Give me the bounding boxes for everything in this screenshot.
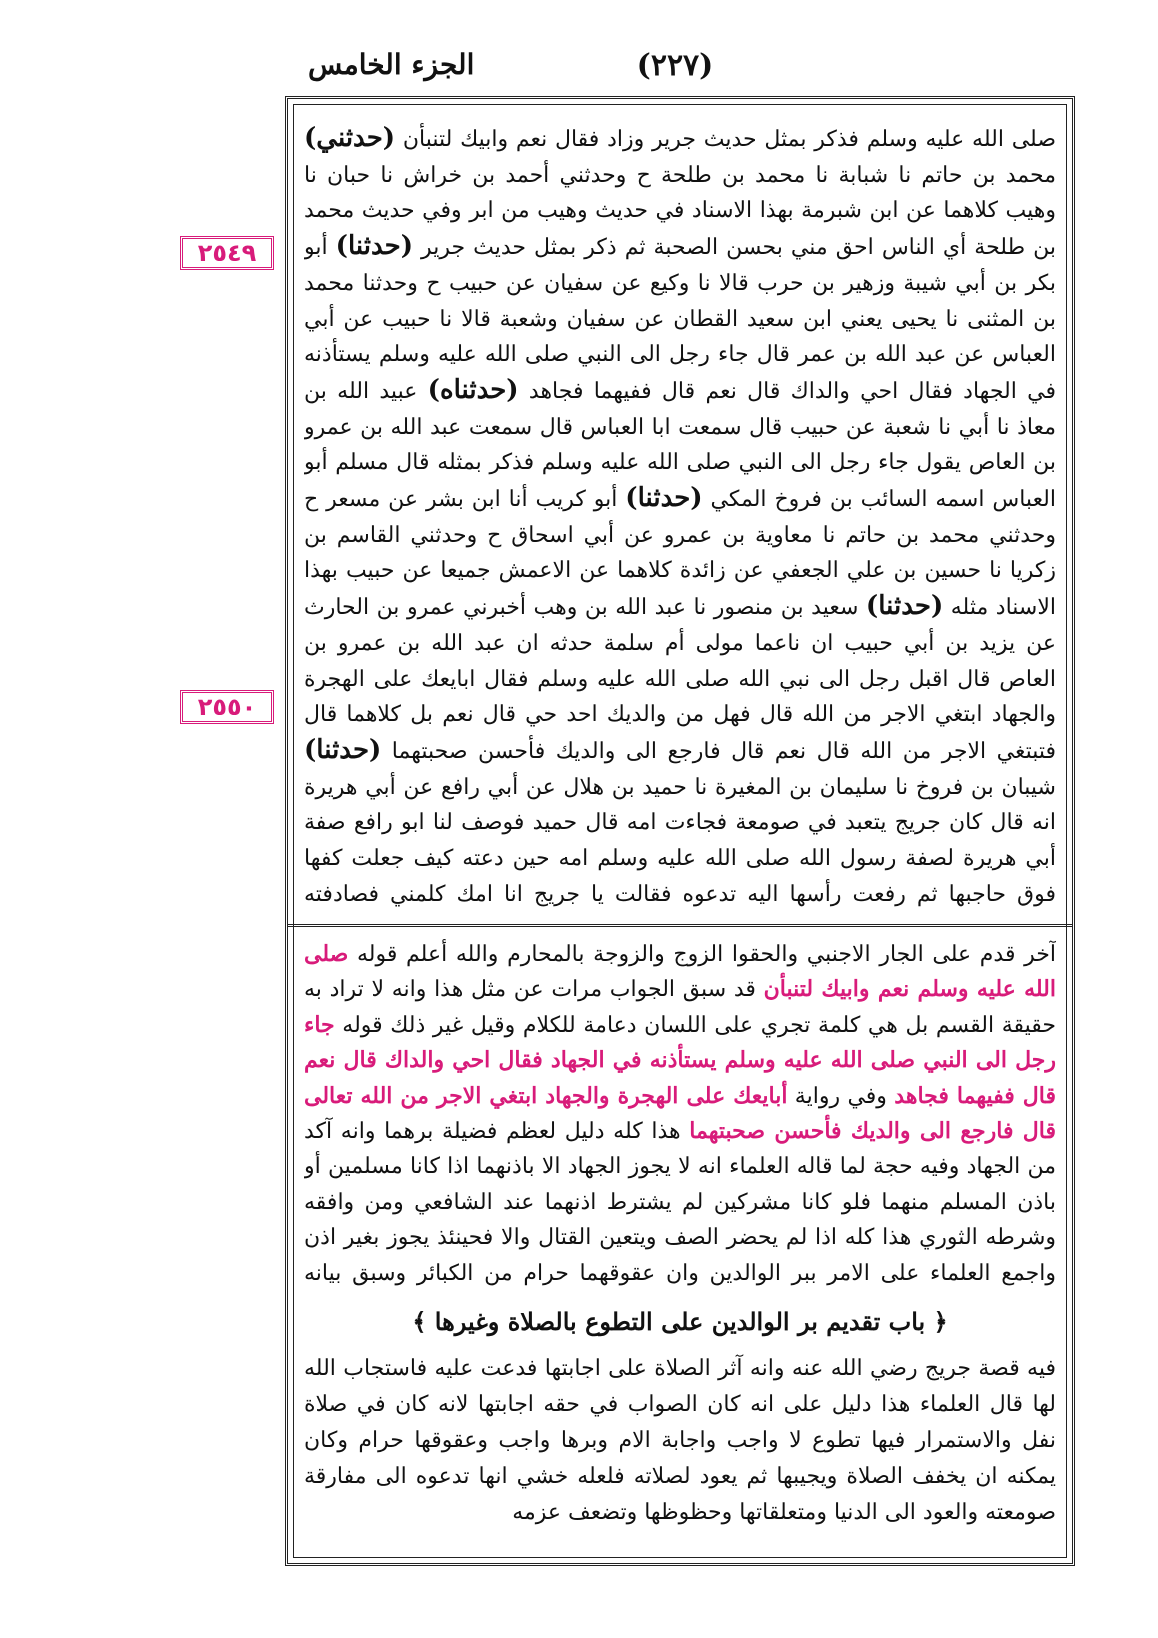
hadith-paragraph: [304, 121, 1056, 917]
chapter-title: ﴿ باب تقديم بر الوالدين على التطوع بالصلاة وغيرها ﴾: [412, 1307, 948, 1336]
narration-keyword: (حدثنا): [865, 591, 944, 622]
text-run: وفي رواية: [787, 1083, 895, 1109]
hadith-number-marker: ٢٥٤٩: [180, 236, 274, 270]
quoted-phrase: صلى الله عليه وسلم نعم وابيك لتنبأن: [304, 941, 1056, 1003]
text-run: أبو كريب أنا ابن بشر عن مسعر ح وحدثني محمد بن حاتم نا معاوية بن عمرو عن أبي اسحاق ح وحدثني القاسم بن زكريا نا حسين بن علي الجعفي عن زائدة كلاهما عن الاعمش جميعا عن حبيب بهذا الاسناد مثله: [304, 487, 1056, 621]
hadith-text: [304, 121, 1056, 917]
commentary-text-2: [304, 1351, 1056, 1556]
text-run: محمد بن حاتم نا شبابة نا محمد بن طلحة ح وحدثني أحمد بن خراش نا حبان نا وهيب كلاهما عن ابن شبرمة بهذا الاسناد في حديث وهيب من ابر وفي حديث محمد بن طلحة أي الناس احق مني بحسن الصحبة ثم ذكر بمثل حديث جرير: [304, 162, 1056, 261]
text-run: آخر قدم على الجار الاجنبي والحقوا الزوج والزوجة بالمحارم والله أعلم قوله: [348, 942, 1056, 967]
page-number: (٢٢٧): [636, 48, 714, 83]
text-run: شيبان بن فروخ نا سليمان بن المغيرة نا حميد بن هلال عن أبي رافع عن أبي هريرة انه قال كان جريج يتعبد في صومعة فجاءت امه قال حميد فوصف لنا ابو رافع صفة أبي هريرة لصفة رسول الله صلى الله عليه وسلم امه حين دعته كيف جعلت كفها فوق حاجبها ثم رفعت رأسها اليه تدعوه فقالت يا جريج انا امك كلمني فصادفته: [304, 774, 1056, 907]
page-header: [280, 48, 1070, 94]
text-run: أبو بكر بن أبي شيبة وزهير بن حرب قالا نا وكيع عن سفيان عن حبيب ح وحدثنا محمد بن المثنى نا يحيى يعني ابن سعيد القطان عن سفيان وشعبة قالا نا حبيب عن أبي العباس عن عبد الله بن عمر قال جاء رجل الى النبي صلى الله عليه وسلم يستأذنه في الجهاد فقال احي والداك قال نعم قال ففيهما فجاهد: [304, 235, 1056, 404]
commentary-paragraph-2: فيه قصة جريج رضي الله عنه وانه آثر الصلاة على اجابتها فدعت عليه فاستجاب الله لها قال العلماء هذا دليل على انه كان الصواب في حقه اجابتها لانه كان في صلاة نفل والاستمرار فيها تطوع لا واجب واجابة الام وبرها واجب وعقوقها حرام وكان يمكنه ان يخفف الصلاة ويجيبها ثم يعود لصلاته فلعله خشي انها تدعوه الى مفارقة صومعته والعود الى الدنيا ومتعلقاتها وحظوظها وتضعف عزمه: [304, 1356, 1056, 1525]
narration-keyword: (حدثنا): [335, 231, 413, 262]
narration-keyword: (حدثنا): [625, 483, 703, 514]
text-run: هذا كله دليل لعظم فضيلة برهما وانه آكد من الجهاد وفيه حجة لما قاله العلماء انه لا يجوز الجهاد الا باذنهما اذا كانا مسلمين أو باذن المسلم منهما فلو كانا مشركين لم يشترط اذنهما عند الشافعي ومن وافقه وشرطه الثوري هذا كله اذا لم يحضر الصف ويتعين القتال والا فحينئذ يجوز بغير اذن واجمع العلماء على الامر ببر الوالدين وان عقوقهما حرام من الكبائر وسبق بيانه: [304, 1119, 1056, 1286]
text-run: قد سبق الجواب مرات عن مثل هذا وانه لا تراد به حقيقة القسم بل هي كلمة تجري على اللسان دعامة للكلام وقيل غير ذلك قوله: [304, 977, 1056, 1038]
text-run: صلى الله عليه وسلم فذكر بمثل حديث جرير وزاد فقال نعم وابيك لتنبأن: [395, 127, 1056, 152]
text-run: عبيد الله بن معاذ نا أبي نا شعبة عن حبيب قال سمعت ابا العباس قال سمعت عبد الله بن عمرو بن العاص يقول جاء رجل الى النبي صلى الله عليه وسلم فذكر بمثله قال مسلم أبو العباس اسمه السائب بن فروخ المكي: [304, 378, 1056, 513]
narration-keyword: (حدثني): [304, 123, 396, 153]
quoted-phrase: جاء رجل الى النبي صلى الله عليه وسلم يستأذنه في الجهاد فقال احي والداك قال نعم قال ففيهما فجاهد: [304, 1011, 1056, 1109]
text-run: سعيد بن منصور نا عبد الله بن وهب أخبرني عمرو بن الحارث عن يزيد بن أبي حبيب ان ناعما مولى أم سلمة حدثه ان عبد الله بن عمرو بن العاص قال اقبل رجل الى نبي الله صلى الله عليه وسلم فقال ابايعك على الهجرة والجهاد ابتغي الاجر من الله قال فهل من والديك احد حي قال نعم بل كلاهما قال فتبتغي الاجر من الله قال نعم قال فارجع الى والديك فأحسن صحبتهما: [304, 595, 1056, 764]
narration-keyword: (حدثنا): [304, 734, 382, 765]
hadith-number-marker: ٢٥٥٠: [180, 690, 274, 724]
commentary-text: [304, 937, 1056, 1289]
section-divider: [288, 924, 1072, 927]
text-frame: [285, 96, 1075, 1566]
part-title: الجزء الخامس: [308, 48, 475, 81]
narration-keyword: (حدثناه): [427, 374, 519, 405]
quoted-phrase: أبايعك على الهجرة والجهاد ابتغي الاجر من الله تعالى قال فارجع الى والديك فأحسن صحبتهما: [304, 1082, 1056, 1145]
commentary-paragraph: [304, 937, 1056, 1289]
